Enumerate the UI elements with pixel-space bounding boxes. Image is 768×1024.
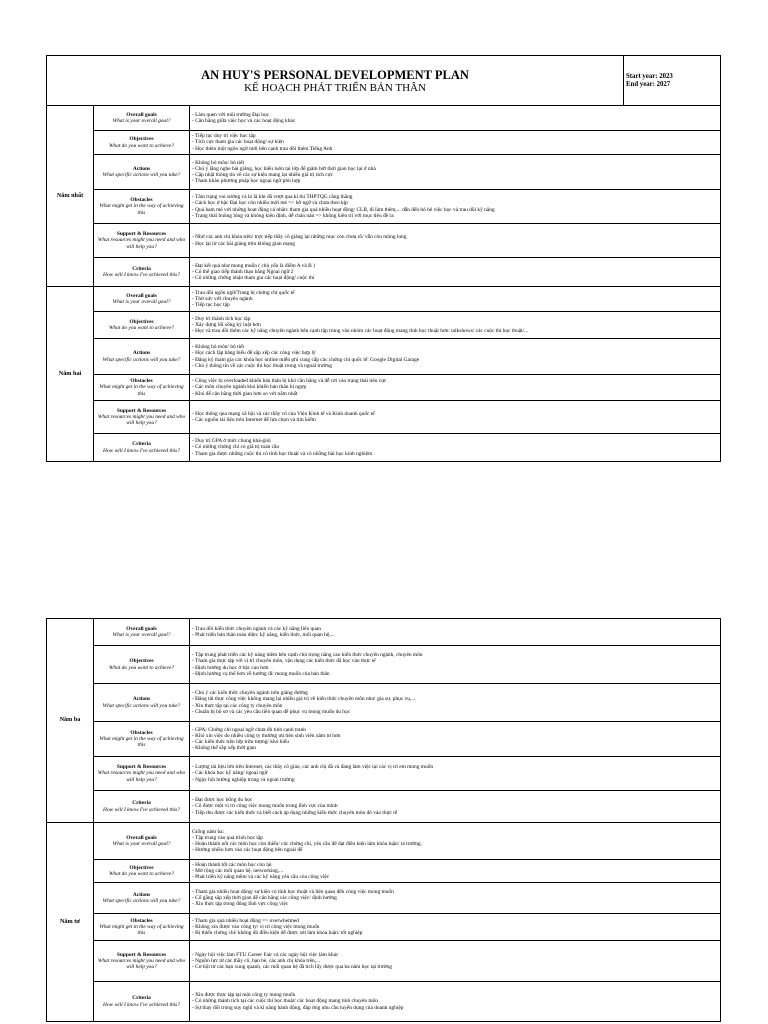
content-line: - Ngày hội việc làm FTU Career Fair và các ngày hội việc làm khác [192,951,339,958]
category-title: Obstacles [130,378,153,385]
content-line: - Sự thay đổi trong suy nghĩ và kĩ năng hành động, đáp ứng nhu cầu tuyển dụng của doanh nghiệp [192,1004,404,1011]
category-title: Criteria [132,441,151,448]
content-line: - Làm quen với môi trường Đại học [192,111,270,118]
content-cell [190,982,721,1022]
plan-table-page-1 [46,55,721,462]
content-line: - Chú ý các kiến thức chuyên ngành trên giảng đường [192,690,308,697]
content-line: - Hướng nhiều hơn vào các hoạt động bên ngoài để [192,847,303,854]
category-cell [94,224,190,258]
content-line: - Tiếp tục học tập [192,302,230,309]
plan-row [47,190,721,224]
content-cell [190,883,721,914]
category-question: How will I know I've achieved this? [103,806,180,813]
category-cell [94,982,190,1022]
category-question: What do you want to achieve? [108,664,175,671]
category-title: Actions [132,696,151,703]
category-cell [94,823,190,860]
plan-row [47,258,721,287]
category-cell [94,401,190,434]
content-cell [190,287,721,312]
plan-row [47,339,721,375]
category-question: What specific actions will you take? [102,702,181,709]
plan-row [47,941,721,982]
content-cell [190,312,721,339]
content-line: - Có những thành tích tại các cuộc thi học thuật/ các hoạt động mang tính chuyên môn [192,998,379,1005]
plan-row [47,131,721,155]
content-line: - Đăng ký tham gia các khóa học online miễn phí cung cấp các chứng chỉ quốc tế: Google Digital Garage [192,356,420,363]
content-cell [190,155,721,190]
content-line: - Xin thực tập trong đúng lĩnh vực công việc [192,901,289,908]
plan-row [47,860,721,883]
content-line: - Đạt kết quả như mong muốn ( chủ yếu là điểm A và B ) [192,262,315,269]
start-year: Start year: 2023 [626,72,673,80]
category-question: What specific actions will you take? [102,172,181,178]
category-title: Objectives [129,658,154,665]
content-line: - Công việc bị overloaded khiến bản thân bị khó cân bằng và dễ rơi vào trạng thái tiêu cực [192,378,387,385]
content-line: - Thử sức với chuyên ngành [192,295,253,302]
content-line: - Tập trung vào quá trình học tập [192,834,264,841]
category-question: What do you want to achieve? [108,325,175,331]
category-title: Criteria [132,995,151,1002]
content-line: - Xây dựng lối sống kỷ luật hơn [192,321,261,328]
content-line: - Định hướng du học ở bậc cao hơn [192,664,269,671]
category-cell [94,860,190,883]
category-cell [94,287,190,312]
content-line: - Học thêm một ngôn ngữ mới bên cạnh trau dồi thêm Tiếng Anh [192,145,333,152]
year-label: Năm tư [47,823,94,1022]
content-line: - Duy trì thành tích học tập [192,315,251,322]
category-cell [94,131,190,155]
category-question: What might get in the way of achieving this [99,384,184,397]
category-title: Support & Resources [116,407,167,414]
content-line: - Có được một vị trí công việc mong muốn trong lĩnh vực của mình [192,803,338,810]
category-title: Support & Resources [116,764,167,771]
category-question: What is your overall goal? [112,841,171,847]
year-label: Năm nhất [47,106,94,287]
content-cell [190,106,721,131]
plan-row [47,287,721,312]
category-question: What resources might you need and who will help you? [97,957,186,971]
plan-row [47,619,721,646]
content-cell [190,791,721,823]
category-question: What specific actions will you take? [102,898,181,904]
content-cell [190,375,721,401]
category-title: Overall goals [126,292,157,299]
content-line: - Khó xin việc do nhiều công ty thường ưu tiên sinh viên năm tư hơn [192,732,341,739]
content-line: - Cơ hội từ các bạn xung quanh, các mối quan hệ đã tích lũy được qua ba năm học tại trường [192,964,392,971]
page-subtitle: KẾ HOẠCH PHÁT TRIỂN BẢN THÂN [244,81,426,94]
content-line: - Có những chứng nhận tham gia các hoạt động/ cuộc thi [192,275,315,282]
content-line: - Ngày hội hướng nghiệp trong và ngoài trường [192,776,295,783]
content-line: - Đạt được học bổng du học [192,797,253,804]
category-cell [94,941,190,982]
category-cell [94,914,190,941]
category-cell [94,684,190,722]
content-line: - Mở rộng các mối quan hệ, networking,... [192,867,284,874]
plan-row [47,646,721,684]
content-line: - Các nguồn tài liệu trên Internet để lựa chọn và tìm kiếm [192,417,316,423]
category-cell [94,155,190,190]
content-cell [190,860,721,883]
category-cell [94,722,190,757]
content-line: - Học lại từ các bài giảng trên không gian mạng [192,240,295,247]
content-line: - Tích cực tham gia các hoạt động/ sự kiện [192,139,284,146]
category-cell [94,339,190,375]
category-question: How will I know I've achieved this? [103,1001,180,1008]
category-title: Actions [132,891,151,898]
title-row [47,56,721,106]
category-title: Obstacles [130,197,153,204]
content-line: - Tham gia thực tập với vị trí chuyên môn, vận dụng các kiến thức đã học vào thực tế [192,658,376,665]
content-cell [190,258,721,287]
plan-row [47,375,721,401]
category-cell [94,619,190,646]
category-title: Obstacles [130,917,153,924]
content-cell [190,619,721,646]
content-line: - Hoàn thành tốt các môn học còn lại [192,861,272,868]
content-line: - Trau dồi kiến thức chuyên ngành và các kỹ năng liên quan [192,625,321,632]
category-cell [94,190,190,224]
category-question: What resources might you need and who will help you? [97,413,186,427]
category-question: What specific actions will you take? [102,356,181,363]
category-question: What might get in the way of achieving this [99,923,184,937]
content-line: - Học thông qua mạng xã hội và các thầy cô của Viện Kinh tế và Kinh doanh quốc tế [192,410,375,417]
plan-row [47,155,721,190]
page-title: AN HUY'S PERSONAL DEVELOPMENT PLAN [201,67,469,82]
content-line: - Phát triển kỹ năng mềm và các kỹ năng yêu cầu của công việc [192,874,330,881]
content-line: - Các kiến thức trên lớp trừu tượng/ khó hiểu [192,739,289,745]
content-line: - Học và trau dồi thêm các kỹ năng chuyên ngành bên cạnh tập trung vào nhóm các hoạt động mang tính học thuật hơn: talkshows/ các cuộc thi học thuật/... [192,328,529,335]
content-line: - Xin thực tập tại các công ty chuyên môn [192,702,283,709]
content-line: - Các khóa học kỹ năng/ ngoại ngữ [192,770,268,777]
content-line: - Nhờ các anh chị khóa trên/ trực tiếp thầy cô giảng lại những mục còn chưa rõ/ vẫn còn mông lung [192,234,407,241]
plan-table-page-2 [46,618,721,1022]
plan-row [47,757,721,791]
plan-row [47,914,721,941]
content-line: - Không bỏ môn/ bỏ tiết [192,344,244,351]
category-question: How will I know I've achieved this? [103,447,180,454]
content-line: - Lượng tài liệu lớn trên Internet, các thầy cô giáo, các anh chị đã và đang làm việc tại các vị trí em mong muốn [192,764,434,771]
content-cell [190,339,721,375]
content-line: - Cân bằng giữa việc học và các hoạt động khác [192,118,296,124]
content-line: - Tham khảo phương pháp học ngoại ngữ phù hợp [192,178,301,185]
content-line: - Tham gia được những cuộc thi có tính học thuật và có những bài học kinh nghiệm [192,450,373,457]
category-question: What is your overall goal? [112,118,171,124]
end-year: End year: 2027 [626,80,671,88]
content-line: - Chú ý thông tin về các cuộc thi học thuật trong và ngoài trường [192,362,332,369]
plan-row [47,684,721,722]
content-line: - Cách học ở bậc Đại học còn nhiều mới mẻ => bỡ ngỡ và chưa theo kịp [192,200,348,207]
content-cell [190,941,721,982]
plan-row [47,312,721,339]
content-line: - Định hướng cụ thể hơn về hướng đi/ mong muốn của bản thân [192,670,330,677]
content-cell [190,646,721,684]
content-cell [190,823,721,860]
category-title: Overall goals [126,625,157,632]
content-line: - Phát triển bản thân toàn diện: kỹ năng, kiến thức, mối quan hệ,... [192,632,335,638]
plan-row [47,823,721,860]
content-line: - Tâm trạng vui sướng và lo lă khi đã vượt qua kì thi THPTQG căng thẳng [192,194,353,201]
content-cell [190,722,721,757]
category-question: How will I know I've achieved this? [103,272,180,278]
content-line: - Tiếp thu được các kiến thức và biết cách áp dụng những kiến thức chuyên môn đó vào thực tế [192,809,398,816]
category-title: Support & Resources [116,231,167,238]
year-label: Năm ba [47,619,94,823]
category-cell [94,312,190,339]
category-title: Criteria [132,265,151,272]
category-question: What might get in the way of achieving this [99,735,184,749]
content-line: - Không bỏ môn/ bỏ tiết [192,159,244,166]
content-line: - Học cách lập bảng biểu để sắp xếp các công việc hợp lý [192,350,316,357]
category-title: Support & Resources [116,951,167,958]
content-line: - Khó để cân bằng thời gian hơn so với năm nhất [192,390,298,397]
content-cell [190,914,721,941]
category-title: Objectives [129,318,154,325]
content-line: - Các môn chuyên ngành khó khiến bản thân bị ngợp [192,384,307,391]
content-cell [190,434,721,462]
category-title: Obstacles [130,729,153,736]
category-question: What is your overall goal? [112,299,171,305]
title-cell [47,56,624,106]
category-title: Actions [132,350,151,357]
category-question: What might get in the way of achieving this [99,203,184,216]
dates-cell [624,56,721,106]
content-cell [190,190,721,224]
content-line: - Nguồn lực từ các thầy cô, bạn bè, các anh chị khóa trên,... [192,957,321,964]
category-title: Actions [132,165,151,172]
plan-row [47,883,721,914]
content-line: - Cố gắng sắp xếp thời gian để cân bằng các công việc/ định hướng [192,894,337,901]
content-line: - Không xin được vào công ty/ vị trí công việc mong muốn [192,923,320,930]
category-title: Objectives [129,136,154,143]
content-line: - Đăng tải thực công việc không mang lại nhiều giá trị về kiến thức chuyên môn như: gia sư, phục vụ,... [192,696,416,703]
content-line: - Tiếp tục duy trì việc học tập [192,133,256,140]
content-line: - Cập nhật thông tin về các sự kiện mang lại nhiều giá trị tích cực [192,172,334,178]
category-cell [94,883,190,914]
content-line: - Bị thiếu chứng chỉ/ không đủ điều kiện để được xét làm khóa luận/ tốt nghiệp [192,930,363,937]
plan-row [47,106,721,131]
category-question: What resources might you need and who will help you? [97,770,186,783]
content-cell [190,401,721,434]
content-line: - Duy trì GPA ở mức chung khá-giỏi [192,438,271,445]
content-line: Giống năm ba: [192,828,225,835]
category-question: What resources might you need and who will help you? [97,237,186,250]
plan-row [47,722,721,757]
content-line: - Quá ham mê với những hoạt động cá nhân: tham gia quá nhiều hoạt động/ CLB, đi làm thêm,... dẫn đến bỏ bê việc học và trau dồi kỹ năng [192,206,495,213]
plan-row [47,224,721,258]
category-title: Objectives [129,864,154,871]
plan-row [47,982,721,1022]
content-line: - Hoàn thành nốt các môn học còn thiếu/ các chứng chỉ, yêu cầu để đạt điều kiện làm khóa luận/ ra trường. [192,841,422,847]
category-cell [94,757,190,791]
category-title: Criteria [132,800,151,807]
year-label: Năm hai [47,287,94,462]
content-line: - Tham gia quá nhiều hoạt động => overwhelmed [192,917,299,924]
content-line: - Không thể sắp xếp thời gian [192,745,256,752]
content-cell [190,684,721,722]
plan-row [47,434,721,462]
content-line: - Xin được thực tập tại một công ty mong muốn [192,992,296,999]
category-title: Overall goals [126,111,157,118]
content-line: - Trau dồi ngôn ngữ/Trang bị chứng chỉ quốc tế [192,289,295,296]
category-cell [94,106,190,131]
category-cell [94,646,190,684]
content-cell [190,131,721,155]
content-line: - Tham gia nhiều hoạt động/ sự kiện có tính học thuật và liên quan đến công việc mong muốn [192,888,394,895]
category-question: What do you want to achieve? [108,142,175,149]
category-cell [94,791,190,823]
category-cell [94,434,190,462]
content-line: - Tập trung phát triển các kỹ năng mềm bên cạnh chú trọng nâng cao kiến thức chuyên ngành, chuyên môn [192,652,423,659]
category-question: What is your overall goal? [112,632,171,638]
content-cell [190,757,721,791]
category-question: What do you want to achieve? [108,871,175,877]
content-line: - Có những chứng chỉ có giá trị toàn cầu [192,444,280,451]
content-cell [190,224,721,258]
plan-row [47,401,721,434]
content-line: - Trạng thái buông lỏng và không kiên định, dễ chán nản => không kiên trì với mục tiêu đề ra [192,212,394,219]
content-line: - Có thể giao tiếp thành thạo bằng Ngoại ngữ 2 [192,268,294,275]
category-cell [94,258,190,287]
category-title: Overall goals [126,834,157,841]
category-cell [94,375,190,401]
content-line: - Chú ý lắng nghe bài giảng, học hiểu luôn tại lớp để giảm bớt thời gian học lại ở nhà [192,165,376,172]
content-line: - GPA/ Chứng chỉ ngoại ngữ chưa đủ tính cạnh tranh [192,726,306,733]
content-line: - Chuẩn bị hồ sơ và các yêu cầu liên quan để phục vụ mong muốn du học [192,708,351,715]
plan-row [47,791,721,823]
